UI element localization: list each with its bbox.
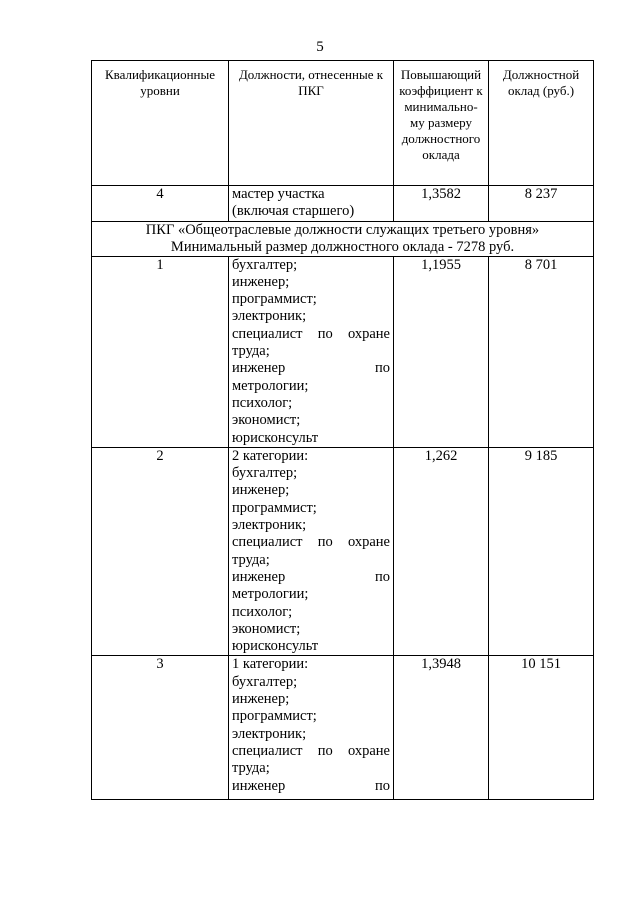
page-number: 5 <box>316 39 324 55</box>
position-line: программист; <box>232 708 317 725</box>
level-cell: 3 <box>92 656 229 800</box>
position-word: по <box>374 568 390 585</box>
position-word: специалист <box>232 742 303 759</box>
positions-cell <box>229 256 394 447</box>
position-word: по <box>317 742 333 759</box>
table-header-row <box>92 61 594 186</box>
position-line <box>232 743 390 760</box>
position-line: бухгалтер; <box>232 673 298 690</box>
position-word: специалист <box>232 325 303 342</box>
positions-cell <box>229 186 394 222</box>
position-line: экономист; <box>232 620 301 637</box>
salary-cell: 10 151 <box>489 656 594 800</box>
table-row <box>92 656 594 800</box>
position-line: экономист; <box>232 412 301 429</box>
header-level: Квалификационные уровни <box>92 61 229 186</box>
position-line: программист; <box>232 499 317 516</box>
positions-cell <box>229 447 394 656</box>
position-line <box>232 778 390 795</box>
position-word: инженер <box>232 360 286 377</box>
table-row <box>92 186 594 222</box>
position-category: 2 категории: <box>232 447 309 464</box>
position-line: труда; <box>232 551 270 568</box>
level-cell: 1 <box>92 256 229 447</box>
position-word: по <box>374 777 390 794</box>
level-cell: 2 <box>92 447 229 656</box>
position-word: инженер <box>232 568 286 585</box>
position-line: программист; <box>232 291 317 308</box>
group-header-row <box>92 221 594 256</box>
position-word: по <box>317 325 333 342</box>
position-line: электроник; <box>232 517 307 534</box>
position-line: метрологии; <box>232 586 309 603</box>
position-line: психолог; <box>232 394 293 411</box>
position-line: психолог; <box>232 603 293 620</box>
position-line: труда; <box>232 760 270 777</box>
header-salary: Должностной оклад (руб.) <box>489 61 594 186</box>
coefficient-cell: 1,3948 <box>394 656 489 800</box>
position-line: бухгалтер; <box>232 465 298 482</box>
position-word: инженер <box>232 777 286 794</box>
position-word: по <box>317 534 333 551</box>
position-line <box>232 569 390 586</box>
group-header-cell <box>92 221 594 256</box>
position-word: охране <box>347 534 390 551</box>
salary-cell: 9 185 <box>489 447 594 656</box>
position-line: метрологии; <box>232 377 309 394</box>
position-line: электроник; <box>232 725 307 742</box>
coefficient-cell: 1,1955 <box>394 256 489 447</box>
position-line <box>232 360 390 377</box>
coefficient-cell: 1,3582 <box>394 186 489 222</box>
position-line: (включая старшего) <box>232 203 355 220</box>
header-positions: Должности, отнесенные к ПКГ <box>229 61 394 186</box>
position-line: инженер; <box>232 273 290 290</box>
position-line: бухгалтер; <box>232 256 298 273</box>
level-cell: 4 <box>92 186 229 222</box>
position-line <box>232 326 390 343</box>
table-row <box>92 447 594 656</box>
position-word: по <box>374 360 390 377</box>
position-line: электроник; <box>232 308 307 325</box>
group-min-salary: Минимальный размер должностного оклада - 7278 руб. <box>170 238 515 255</box>
position-line: инженер; <box>232 482 290 499</box>
coefficient-cell: 1,262 <box>394 447 489 656</box>
position-line: юрисконсульт <box>232 638 319 655</box>
position-word: охране <box>347 742 390 759</box>
header-coefficient: Повышающий коэффициент к минимально-му размеру должностного оклада <box>394 61 489 186</box>
salary-cell: 8 701 <box>489 256 594 447</box>
position-word: охране <box>347 325 390 342</box>
position-line <box>232 534 390 551</box>
position-line: труда; <box>232 343 270 360</box>
position-line: мастер участка <box>232 186 325 202</box>
position-category: 1 категории: <box>232 656 309 673</box>
salary-cell: 8 237 <box>489 186 594 222</box>
salary-table <box>91 60 594 800</box>
positions-cell <box>229 656 394 800</box>
table-row <box>92 256 594 447</box>
position-word: специалист <box>232 534 303 551</box>
position-line: юрисконсульт <box>232 429 319 446</box>
position-line: инженер; <box>232 691 290 708</box>
group-title: ПКГ «Общеотраслевые должности служащих третьего уровня» <box>145 221 540 238</box>
